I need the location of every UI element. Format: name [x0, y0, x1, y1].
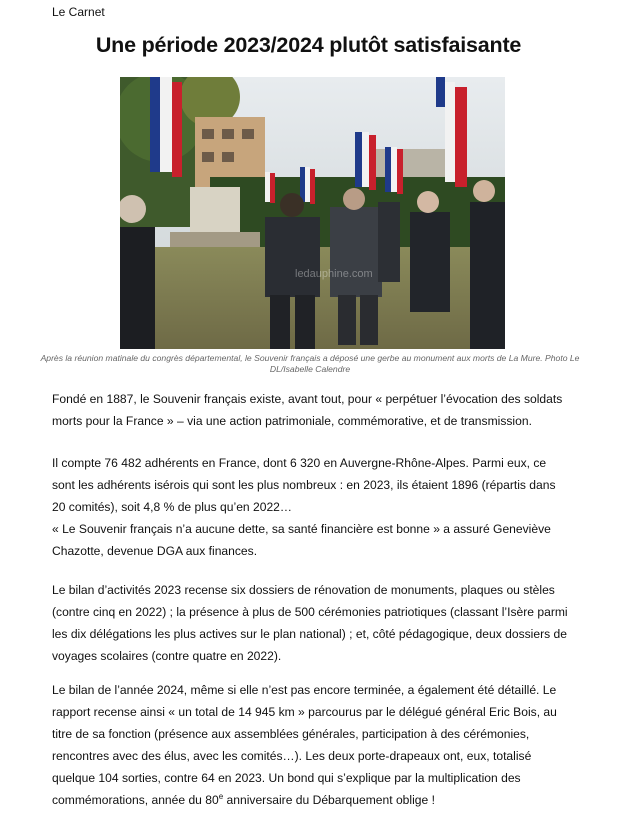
article-photo: [120, 77, 505, 349]
ordinal-suffix: e: [218, 791, 224, 801]
section-label: Le Carnet: [52, 5, 105, 19]
paragraph: Fondé en 1887, le Souvenir français existe, avant tout, pour « perpétuer l’évocation des soldats morts pour la France » – via une action patrimoniale, commémorative, et de transmission.: [52, 392, 563, 428]
photo-watermark: ledauphine.com: [295, 268, 373, 280]
paragraph: « Le Souvenir français n’a aucune dette, sa santé financière est bonne » a assuré Geneviève Chazotte, devenue DGA aux finances.: [52, 522, 551, 558]
paragraph: Il compte 76 482 adhérents en France, dont 6 320 en Auvergne-Rhône-Alpes. Parmi eux, ce sont les adhérents isérois qui sont les plus nombreux : en 2023, ils étaient 1896 (répartis dans 20 comités), soit 4,8 % de plus qu’en 2022…: [52, 456, 556, 514]
paragraph-text-end: anniversaire du Débarquement oblige !: [223, 793, 435, 807]
article-title: Une période 2023/2024 plutôt satisfaisante: [95, 33, 522, 57]
paragraph-text: Le bilan de l’année 2024, même si elle n’est pas encore terminée, a également été détaillé. Le rapport recense ainsi « un total de 14 945 km » parcourus par le délégué général Eric Bois, au titre de sa fonction (présence aux assemblées générales, participation à des cérémonies, rencontres avec des élus, avec les comités…). Les deux porte-drapeaux ont, eux, totalisé quelque 104 sorties, contre 64 en 2023. Un bond qui s’explique par la multiplication des commémorations, année du 80: [52, 683, 557, 807]
paragraph: Le bilan d’activités 2023 recense six dossiers de rénovation de monuments, plaques ou stèles (contre cinq en 2022) ; la présence à plus de 500 cérémonies patriotiques (classant l’Isère parmi les dix délégations les plus actives sur le plan national) ; et, côté pédagogique, deux dossiers de voyages scolaires (contre quatre en 2022).: [52, 583, 568, 663]
paragraph: [52, 679, 572, 811]
photo-caption: Après la réunion matinale du congrès départemental, le Souvenir français a déposé une gerbe au monument aux morts de La Mure. Photo Le DL/Isabelle Calendre: [40, 353, 580, 374]
